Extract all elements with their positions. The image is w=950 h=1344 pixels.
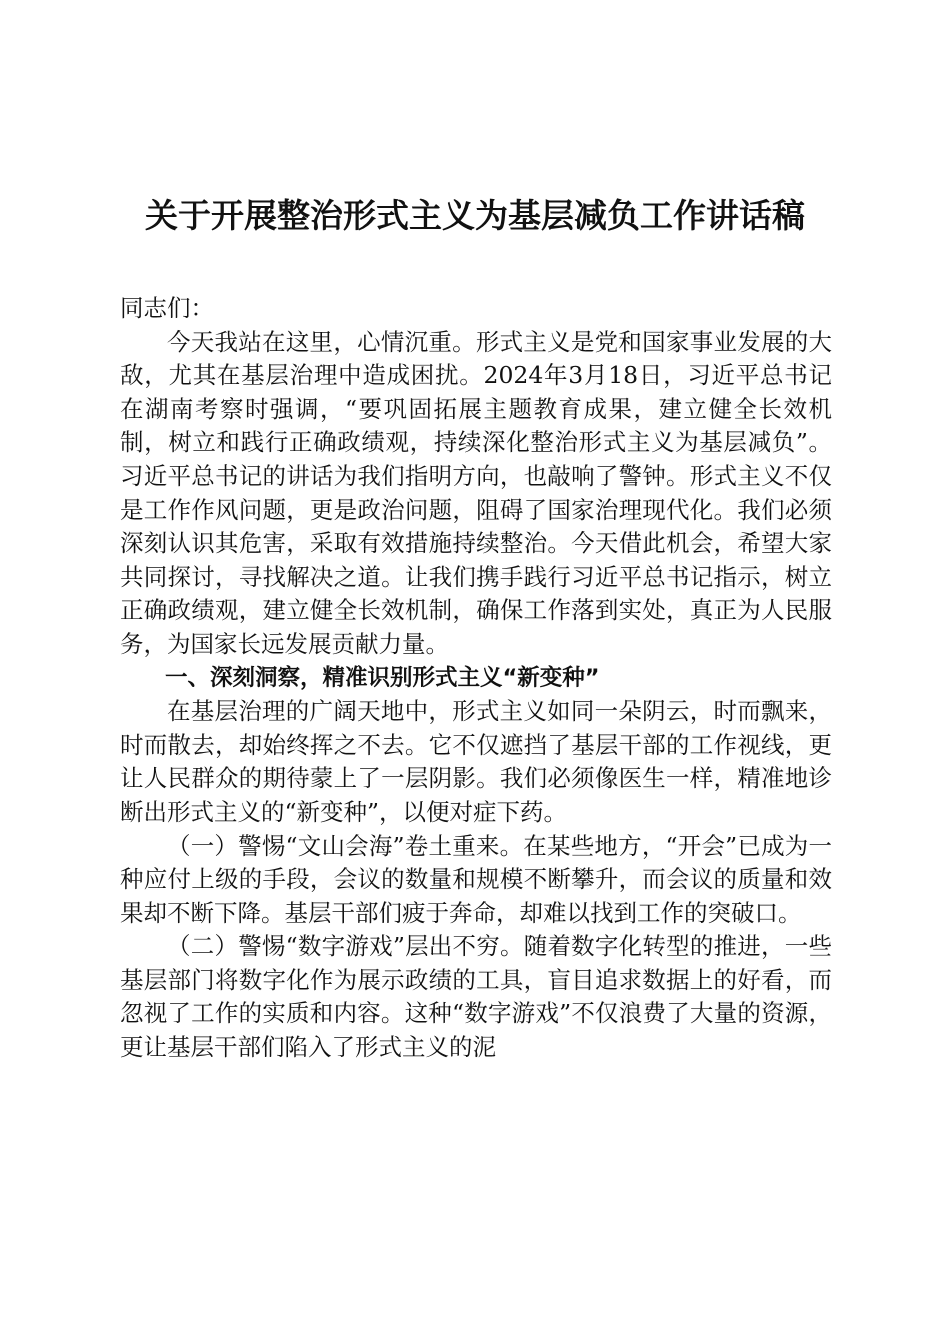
document-body xyxy=(120,292,832,1065)
section-heading-1: 一、深刻洞察，精准识别形式主义“新变种” xyxy=(165,664,600,691)
salutation: 同志们： xyxy=(120,294,214,322)
section-1-item-2: （二）警惕“数字游戏”层出不穷。随着数字化转型的推进，一些基层部门将数字化作为展示政绩的工具，盲目追求数据上的好看，而忽视了工作的实质和内容。这种“数字游戏”不仅浪费了大量的资源，更让基层干部们陷入了形式主义的泥 xyxy=(120,932,832,1062)
document-title: 关于开展整治形式主义为基层减负工作讲话稿 xyxy=(145,196,805,235)
section-1-item-1: （一）警惕“文山会海”卷土重来。在某些地方，“开会”已成为一种应付上级的手段，会议的数量和规模不断攀升，而会议的质量和效果却不断下降。基层干部们疲于奔命，却难以找到工作的突破口。 xyxy=(120,831,832,927)
section-1-intro: 在基层治理的广阔天地中，形式主义如同一朵阴云，时而飘来，时而散去，却始终挥之不去。它不仅遮挡了基层干部的工作视线，更让人民群众的期待蒙上了一层阴影。我们必须像医生一样，精准地诊断出形式主义的“新变种”，以便对症下药。 xyxy=(120,697,832,826)
opening-paragraph: 今天我站在这里，心情沉重。形式主义是党和国家事业发展的大敌，尤其在基层治理中造成困扰。2024年3月18日，习近平总书记在湖南考察时强调，“要巩固拓展主题教育成果，建立健全长效机制，树立和践行正确政绩观，持续深化整治形式主义为基层减负”。习近平总书记的讲话为我们指明方向，也敲响了警钟。形式主义不仅是工作作风问题，更是政治问题，阻碍了国家治理现代化。我们必须深刻认识其危害，采取有效措施持续整治。今天借此机会，希望大家共同探讨，寻找解决之道。让我们携手践行习近平总书记指示，树立正确政绩观，建立健全长效机制，确保工作落到实处，真正为人民服务，为国家长远发展贡献力量。 xyxy=(120,327,832,658)
